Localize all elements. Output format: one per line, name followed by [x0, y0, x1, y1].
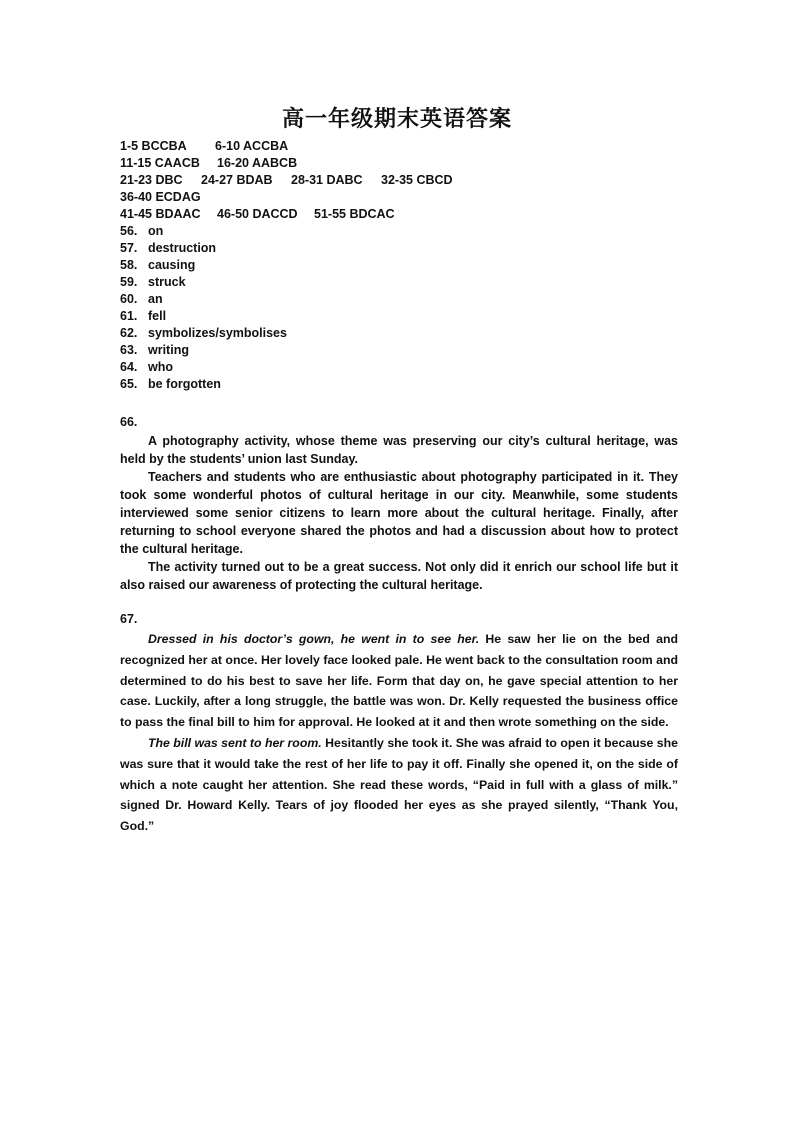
- answer-text: be forgotten: [148, 377, 221, 391]
- answer-key-row: [120, 190, 201, 207]
- answer-text: struck: [148, 275, 186, 289]
- question-number: 63.: [120, 343, 138, 357]
- question-number: 61.: [120, 309, 138, 323]
- answer-text: on: [148, 224, 164, 238]
- story-text: He saw her lie on the bed and recognized her at once. Her lovely face looked pale. He went back to the consultation room and determined to do his best to save her life. Form that day on, he gave special attention to her case. Luckily, after a long struggle, the battle was won. Dr. Kelly requested the business office to pass the final bill to him for approval. He looked at it and then wrote something on the side.: [120, 632, 678, 730]
- answer-text: writing: [148, 343, 189, 357]
- answer-group: 1-5 BCCBA: [120, 139, 187, 153]
- answer-group: 46-50 DACCD: [217, 207, 298, 221]
- answer-group: 24-27 BDAB: [201, 173, 273, 187]
- fill-answer: [120, 241, 216, 258]
- essay-paragraph: A photography activity, whose theme was preserving our city’s cultural heritage, was held by the students’ union last Sunday.: [120, 434, 678, 466]
- question-66-essay: [120, 432, 678, 594]
- question-number: 64.: [120, 360, 138, 374]
- fill-answer: [120, 343, 189, 360]
- answer-text: an: [148, 292, 163, 306]
- answer-group: 32-35 CBCD: [381, 173, 453, 187]
- essay-paragraph: Teachers and students who are enthusiastic about photography participated in it. They took some wonderful photos of cultural heritage in our city. Meanwhile, some students interviewed some senior citizens to learn more about the cultural heritage. Finally, after returning to school everyone shared the photos and had a discussion about how to protect the cultural heritage.: [120, 470, 678, 556]
- question-number: 58.: [120, 258, 138, 272]
- answer-group: 28-31 DABC: [291, 173, 363, 187]
- answer-text: destruction: [148, 241, 217, 255]
- fill-answer: [120, 292, 163, 309]
- fill-answer: [120, 377, 221, 394]
- fill-answer: [120, 275, 186, 292]
- question-67-label: 67.: [120, 612, 138, 626]
- question-number: 56.: [120, 224, 138, 238]
- fill-answer: [120, 360, 173, 377]
- answer-group: 11-15 CAACB: [120, 156, 200, 170]
- answer-text: who: [148, 360, 173, 374]
- question-number: 59.: [120, 275, 138, 289]
- question-number: 57.: [120, 241, 138, 255]
- page-title: 高一年级期末英语答案: [281, 107, 512, 132]
- story-paragraph: [120, 733, 678, 837]
- answer-group: 36-40 ECDAG: [120, 190, 201, 204]
- answer-text: fell: [148, 309, 167, 323]
- answer-text: symbolizes/symbolises: [148, 326, 287, 340]
- answer-key-row: [120, 207, 395, 224]
- answer-group: 6-10 ACCBA: [215, 139, 289, 153]
- answer-group: 16-20 AABCB: [217, 156, 298, 170]
- story-lead-sentence: The bill was sent to her room.: [148, 735, 322, 750]
- answer-key-row: [120, 156, 297, 173]
- question-number: 62.: [120, 326, 138, 340]
- essay-paragraph: The activity turned out to be a great success. Not only did it enrich our school life but it also raised our awareness of protecting the cultural heritage.: [120, 560, 678, 592]
- question-66-label: 66.: [120, 415, 138, 429]
- story-lead-sentence: Dressed in his doctor’s gown, he went in to see her.: [148, 632, 480, 646]
- story-paragraph: [120, 629, 678, 733]
- fill-answer: [120, 224, 163, 241]
- answer-group: 51-55 BDCAC: [314, 207, 395, 221]
- question-number: 60.: [120, 292, 138, 306]
- question-number: 65.: [120, 377, 138, 391]
- answer-text: causing: [148, 258, 196, 272]
- answer-key-row: [120, 139, 288, 156]
- story-text: Hesitantly she took it. She was afraid to open it because she was sure that it would take the rest of her life to pay it off. Finally she opened it, on the side of which a note caught her attention. She read these words, “Paid in full with a glass of milk.” signed Dr. Howard Kelly. Tears of joy flooded her eyes as she prayed silently, “Thank You, God.”: [120, 735, 678, 834]
- fill-answer: [120, 326, 287, 343]
- fill-answer: [120, 309, 166, 326]
- question-67-story: [120, 629, 678, 837]
- answer-key-row: [120, 173, 453, 190]
- fill-answer: [120, 258, 195, 275]
- answer-group: 21-23 DBC: [120, 173, 183, 187]
- answer-group: 41-45 BDAAC: [120, 207, 201, 221]
